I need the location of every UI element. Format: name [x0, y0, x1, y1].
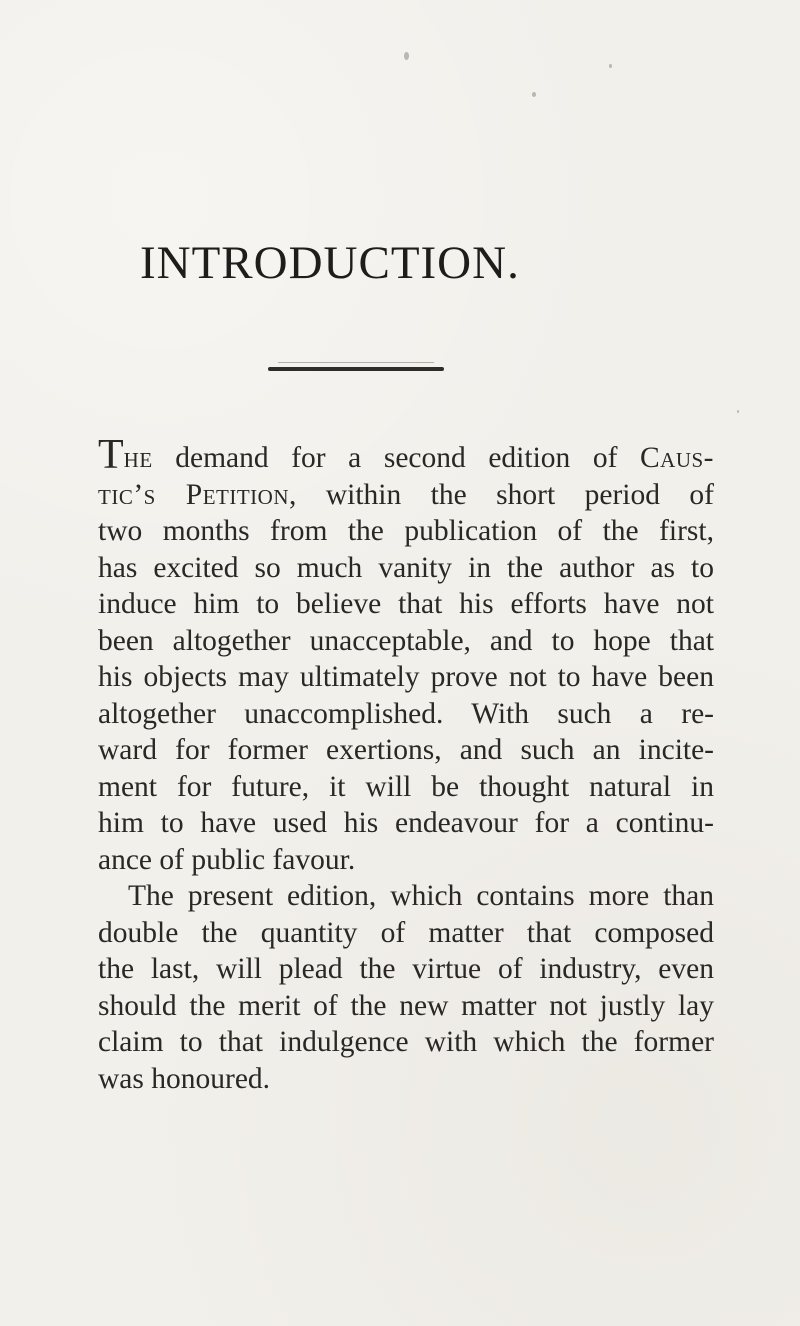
text-line: [98, 477, 714, 514]
page-title: INTRODUCTION.: [140, 237, 520, 289]
text-line: ward for former exertions, and such an incite-: [98, 734, 714, 766]
text-line: claim to that indulgence with which the former: [98, 1026, 714, 1058]
paper-speck: [404, 52, 409, 60]
paper-speck: [609, 64, 612, 68]
text-segment: , within the short period of: [289, 478, 714, 511]
text-line: ment for future, it will be thought natural in: [98, 770, 714, 803]
text-line: two months from the publication of the first,: [98, 515, 714, 547]
text-segment: demand for a second edition of: [152, 442, 640, 474]
text-line: [98, 434, 714, 477]
introduction-body: [98, 434, 714, 1097]
text-line: has excited so much vanity in the author as to: [98, 551, 714, 584]
paragraph-2: [98, 878, 714, 1097]
text-line: him to have used his endeavour for a continu-: [98, 807, 714, 839]
text-line: double the quantity of matter that composed: [98, 916, 714, 949]
text-line: [98, 878, 714, 915]
text-line: altogether unaccomplished. With such a re-: [98, 697, 714, 730]
text-segment: The present edition, which contains more than: [128, 880, 714, 912]
text-line: been altogether unacceptable, and to hope that: [98, 624, 714, 657]
text-line: the last, will plead the virtue of industry, even: [98, 953, 714, 985]
small-caps-name: tic’s Petition: [98, 478, 289, 511]
title-divider: [268, 367, 444, 371]
paper-speck: [737, 410, 739, 413]
text-line: his objects may ultimately prove not to have been: [98, 661, 714, 693]
paragraph-1: [98, 434, 714, 878]
text-line: induce him to believe that his efforts have not: [98, 588, 714, 620]
small-caps-name: Caus-: [639, 442, 714, 474]
drop-cap: T: [98, 432, 124, 478]
text-line: was honoured.: [98, 1062, 271, 1095]
text-line: should the merit of the new matter not justly lay: [98, 989, 714, 1022]
paper-speck: [532, 92, 536, 97]
opening-small-caps: he: [123, 442, 153, 474]
text-line: ance of public favour.: [98, 843, 356, 876]
